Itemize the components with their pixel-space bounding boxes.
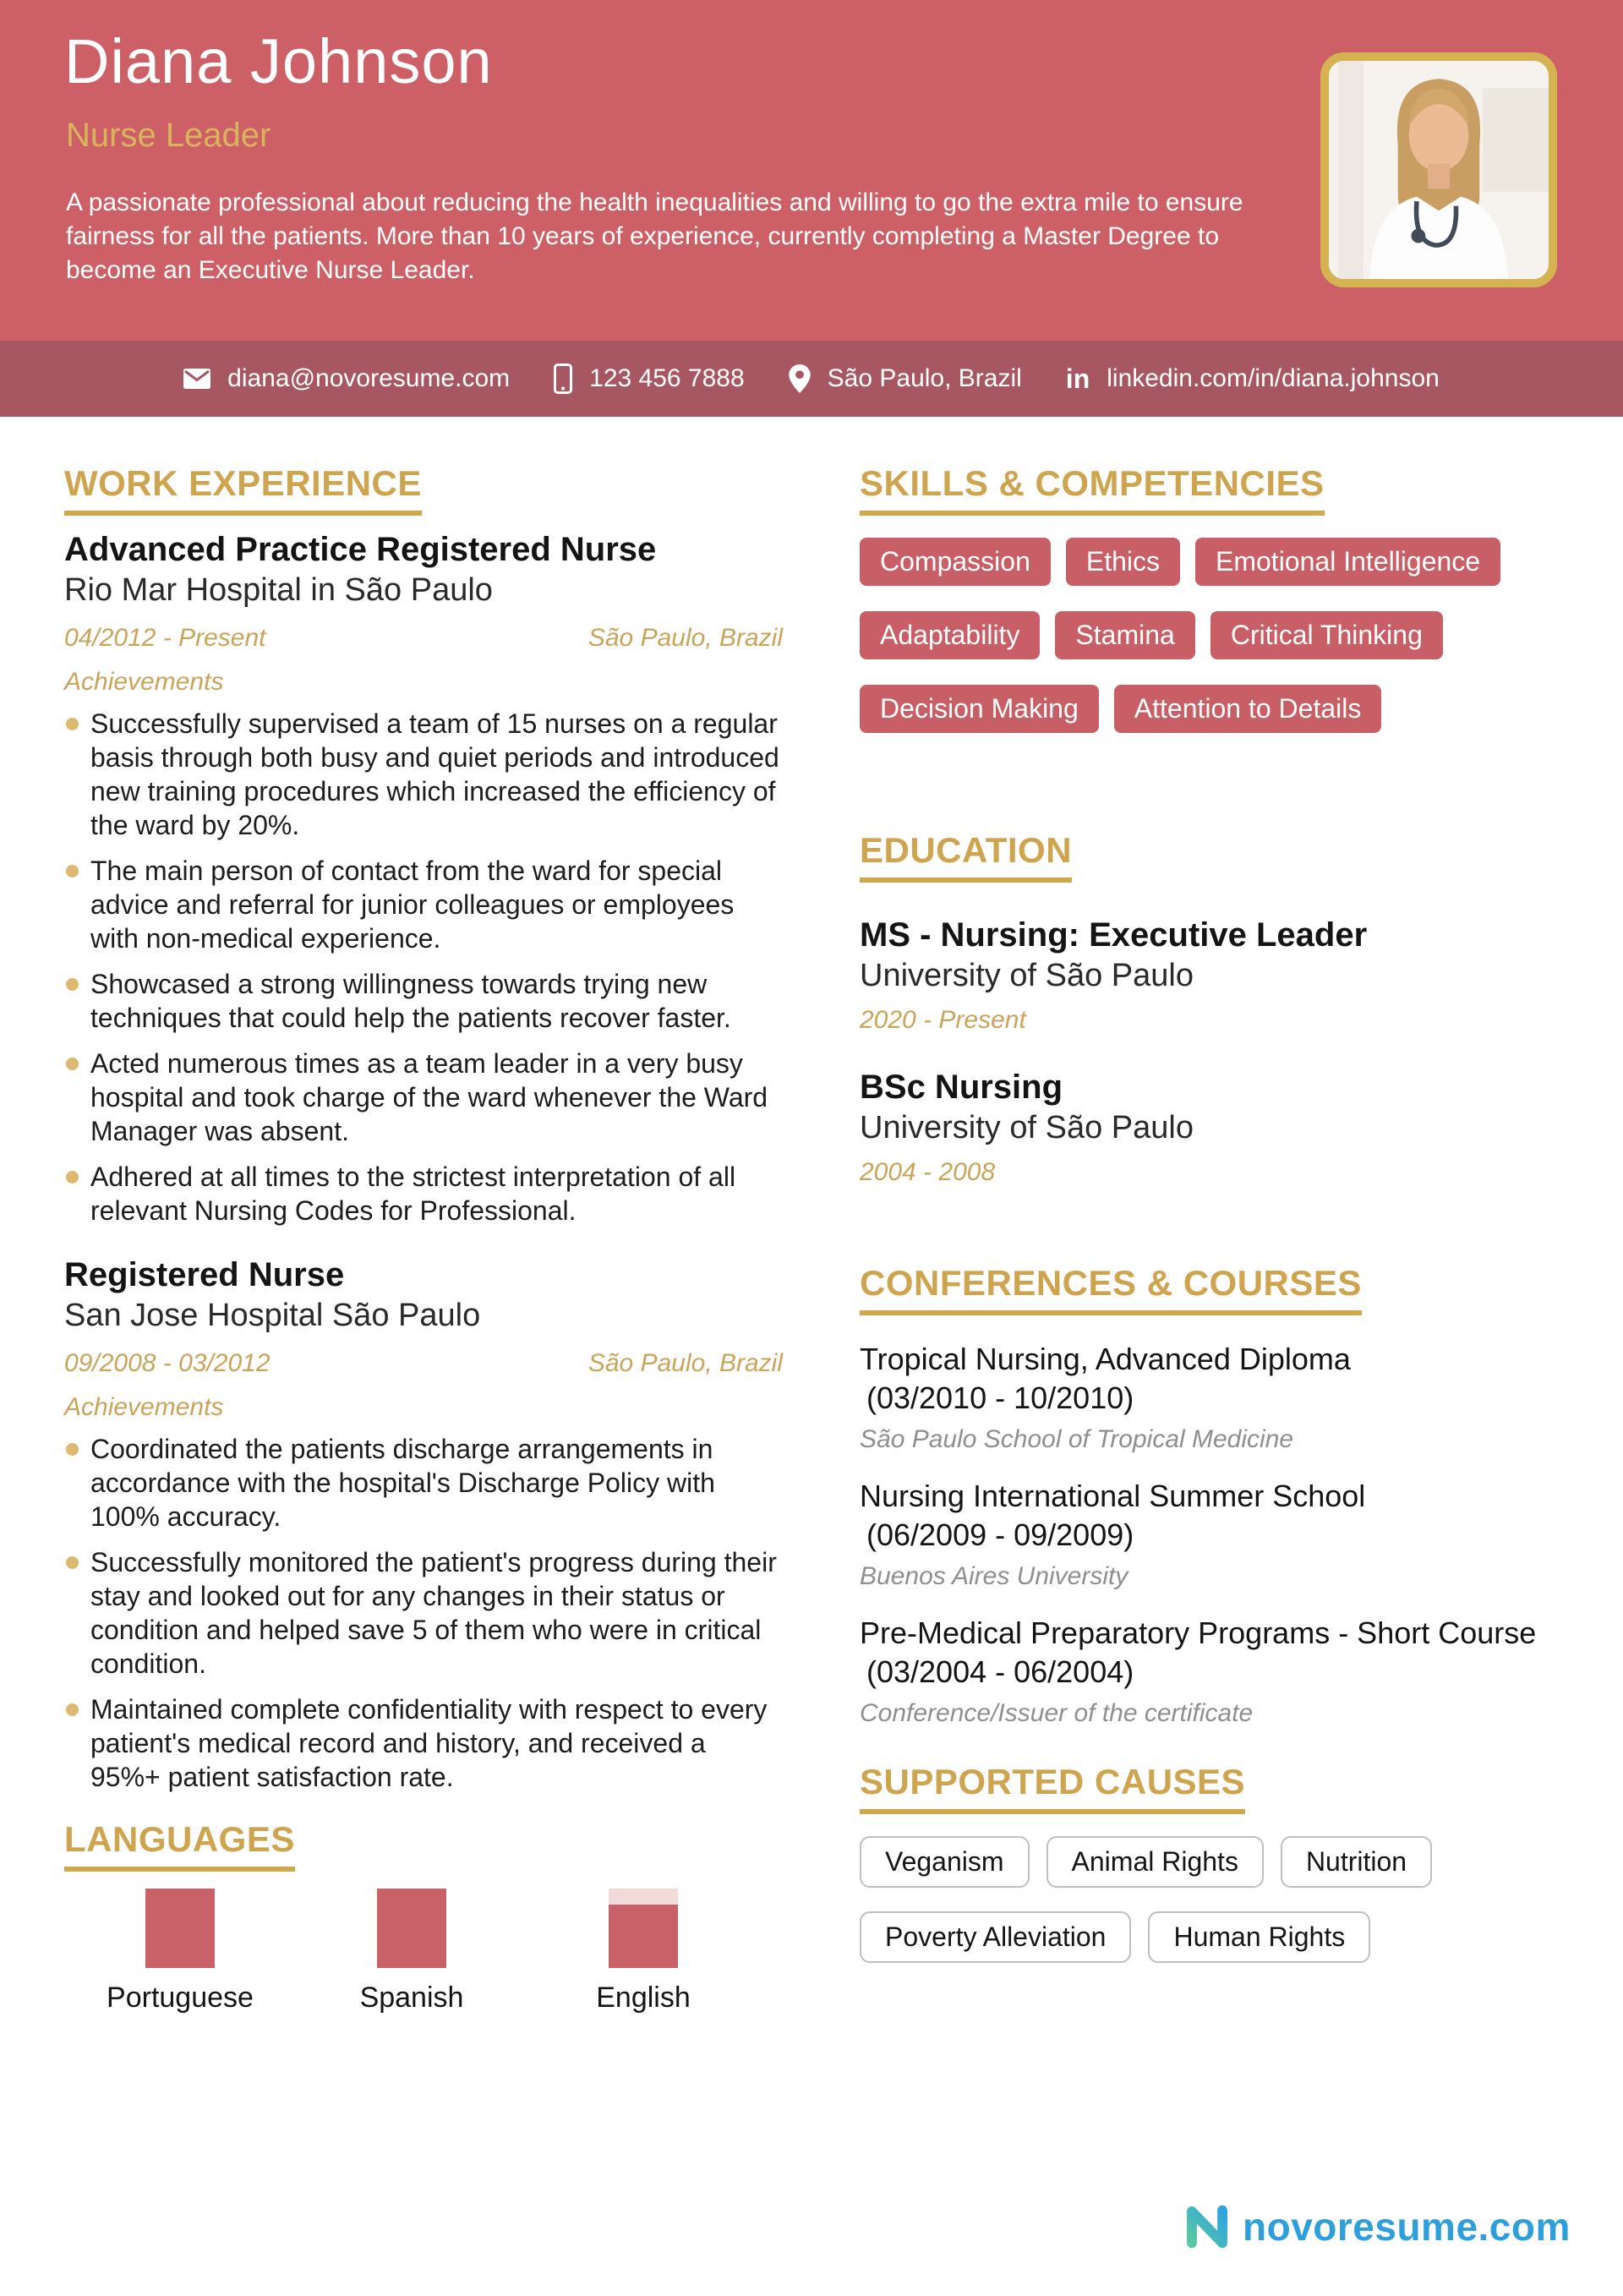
achievement-text: Adhered at all times to the strictest interpretation of all relevant Nursing Codes for Professional. — [90, 1162, 736, 1226]
contact-location-text: São Paulo, Brazil — [827, 364, 1022, 392]
work-experience-heading: WORK EXPERIENCE — [64, 463, 422, 516]
skill-tag: Compassion — [860, 538, 1051, 586]
achievement-text: Successfully supervised a team of 15 nurses on a regular basis through both busy and quiet periods and introduced new training procedures which increased the efficiency of the ward by 20%. — [90, 708, 779, 840]
achievement-text: The main person of contact from the ward for special advice and referral for junior colleagues or employees with non-medical experience. — [90, 856, 735, 954]
novoresume-logo-icon — [1183, 2203, 1231, 2250]
job-role: Nurse Leader — [66, 117, 271, 154]
person-name: Diana Johnson — [64, 26, 493, 96]
supported-causes-heading: SUPPORTED CAUSES — [860, 1762, 1245, 1814]
job-dates: 04/2012 - Present — [64, 624, 266, 652]
job-dates: 09/2008 - 03/2012 — [64, 1349, 270, 1377]
course-title: Nursing International Summer School — [860, 1479, 1366, 1513]
cause-tag: Human Rights — [1148, 1911, 1370, 1963]
contact-linkedin[interactable] — [1066, 364, 1440, 393]
contact-location — [789, 364, 1022, 393]
languages-section — [64, 1819, 783, 1872]
education-dates: 2004 - 2008 — [860, 1158, 996, 1186]
cause-tag: Poverty Alleviation — [860, 1911, 1131, 1963]
cause-tag: Nutrition — [1281, 1836, 1432, 1888]
profile-photo — [1320, 52, 1557, 287]
left-column — [64, 463, 783, 2014]
causes-section — [860, 1762, 1604, 1814]
course-entry — [860, 1341, 1604, 1454]
bullet-dot-icon — [66, 978, 79, 991]
email-icon — [183, 369, 210, 389]
contact-linkedin-text: linkedin.com/in/diana.johnson — [1107, 364, 1440, 392]
bullet-dot-icon — [66, 1703, 79, 1716]
portrait-illustration — [1329, 61, 1549, 279]
language-item — [64, 1889, 296, 2014]
header-banner — [0, 0, 1623, 341]
course-entry — [860, 1615, 1604, 1728]
school-name: University of São Paulo — [860, 1110, 1194, 1145]
contact-phone-text: 123 456 7888 — [589, 364, 745, 392]
course-entry — [860, 1478, 1604, 1591]
job-company: San Jose Hospital São Paulo — [64, 1298, 481, 1333]
contact-phone — [554, 364, 745, 394]
language-level-bar — [609, 1889, 678, 1968]
cause-tag: Animal Rights — [1046, 1836, 1264, 1888]
education-entry — [860, 1069, 1604, 1187]
linkedin-icon: in — [1065, 364, 1090, 394]
skill-tag: Adaptability — [860, 611, 1040, 659]
languages-heading: LANGUAGES — [64, 1819, 295, 1872]
course-issuer: São Paulo School of Tropical Medicine — [860, 1425, 1294, 1453]
skills-heading: SKILLS & COMPETENCIES — [860, 463, 1325, 516]
achievements-list — [64, 1432, 783, 1794]
skill-tag: Stamina — [1055, 611, 1194, 659]
brand-footer[interactable] — [1183, 2203, 1571, 2250]
language-level-bar — [145, 1889, 215, 1968]
job-title: Advanced Practice Registered Nurse — [64, 531, 657, 568]
skill-tag: Attention to Details — [1114, 685, 1382, 733]
school-name: University of São Paulo — [860, 958, 1194, 993]
job-location: São Paulo, Brazil — [587, 1349, 783, 1377]
education-entry — [860, 916, 1604, 1035]
achievement-item — [64, 1545, 783, 1681]
phone-icon — [554, 364, 572, 394]
achievement-item — [64, 1692, 783, 1794]
contact-email[interactable] — [183, 364, 510, 393]
language-level-bar — [377, 1889, 446, 1968]
achievement-item — [64, 967, 783, 1035]
skills-tags — [860, 538, 1604, 733]
job-meta — [64, 624, 783, 653]
bullet-dot-icon — [66, 1556, 79, 1569]
contact-bar — [0, 341, 1623, 417]
course-title: Tropical Nursing, Advanced Diploma — [860, 1342, 1351, 1376]
job-location: São Paulo, Brazil — [587, 624, 783, 652]
job-company: Rio Mar Hospital in São Paulo — [64, 572, 493, 608]
skill-tag: Ethics — [1066, 538, 1180, 586]
language-name: Portuguese — [107, 1982, 254, 2014]
achievement-text: Successfully monitored the patient's progress during their stay and looked out for any changes in their status or condition and helped save 5 of them who were in critical condition. — [90, 1547, 777, 1679]
course-issuer: Conference/Issuer of the certificate — [860, 1699, 1254, 1727]
achievements-list — [64, 707, 783, 1227]
course-dates: (06/2009 - 09/2009) — [866, 1517, 1134, 1552]
contact-email-text: diana@novoresume.com — [227, 364, 511, 392]
causes-tags — [860, 1836, 1604, 1963]
education-heading: EDUCATION — [860, 830, 1072, 883]
bullet-dot-icon — [66, 1058, 79, 1070]
job-meta — [64, 1349, 783, 1378]
education-dates: 2020 - Present — [860, 1006, 1026, 1034]
achievement-item — [64, 1160, 783, 1227]
course-dates: (03/2010 - 10/2010) — [866, 1380, 1134, 1415]
bullet-dot-icon — [66, 865, 79, 877]
language-item — [296, 1889, 527, 2014]
profile-summary: A passionate professional about reducing the health inequalities and willing to go the extra mile to ensure fairness for all the patients. More than 10 years of experience, currently completing a Master Degree to become an Executive Nurse Leader. — [66, 189, 1243, 284]
bullet-dot-icon — [66, 1171, 79, 1184]
job-entry — [64, 531, 783, 1227]
conferences-section — [860, 1263, 1604, 1315]
skill-tag: Emotional Intelligence — [1195, 538, 1500, 586]
cause-tag: Veganism — [860, 1836, 1030, 1888]
course-dates: (03/2004 - 06/2004) — [866, 1654, 1134, 1689]
degree-title: BSc Nursing — [860, 1069, 1063, 1106]
brand-name: novoresume.com — [1243, 2205, 1571, 2249]
bullet-dot-icon — [66, 718, 79, 730]
achievement-text: Acted numerous times as a team leader in a very busy hospital and took charge of the ward whenever the Ward Manager was absent. — [90, 1048, 768, 1146]
achievements-label: Achievements — [64, 668, 224, 696]
achievement-item — [64, 1047, 783, 1148]
bullet-dot-icon — [66, 1443, 79, 1456]
right-column — [860, 463, 1604, 1963]
achievement-text: Maintained complete confidentiality with respect to every patient's medical record and history, and received a 95%+ patient satisfaction rate. — [90, 1694, 768, 1792]
skill-tag: Decision Making — [860, 685, 1099, 733]
degree-title: MS - Nursing: Executive Leader — [860, 916, 1368, 954]
course-title: Pre-Medical Preparatory Programs - Short Course — [860, 1615, 1537, 1650]
achievements-label: Achievements — [64, 1393, 224, 1421]
job-title: Registered Nurse — [64, 1256, 345, 1293]
education-section — [860, 830, 1604, 883]
achievement-item — [64, 1432, 783, 1533]
skill-tag: Critical Thinking — [1210, 611, 1443, 659]
location-pin-icon — [789, 364, 811, 393]
achievement-text: Coordinated the patients discharge arrangements in accordance with the hospital's Discharge Policy with 100% accuracy. — [90, 1434, 715, 1532]
course-issuer: Buenos Aires University — [860, 1562, 1128, 1590]
language-item — [527, 1889, 759, 2014]
language-name: Spanish — [359, 1982, 464, 2014]
achievement-item — [64, 854, 783, 955]
achievement-item — [64, 707, 783, 842]
achievement-text: Showcased a strong willingness towards trying new techniques that could help the patients recover faster. — [90, 969, 731, 1033]
job-entry — [64, 1256, 783, 1794]
language-name: English — [596, 1982, 691, 2014]
languages-row — [64, 1889, 783, 2014]
conferences-heading: CONFERENCES & COURSES — [860, 1263, 1362, 1315]
